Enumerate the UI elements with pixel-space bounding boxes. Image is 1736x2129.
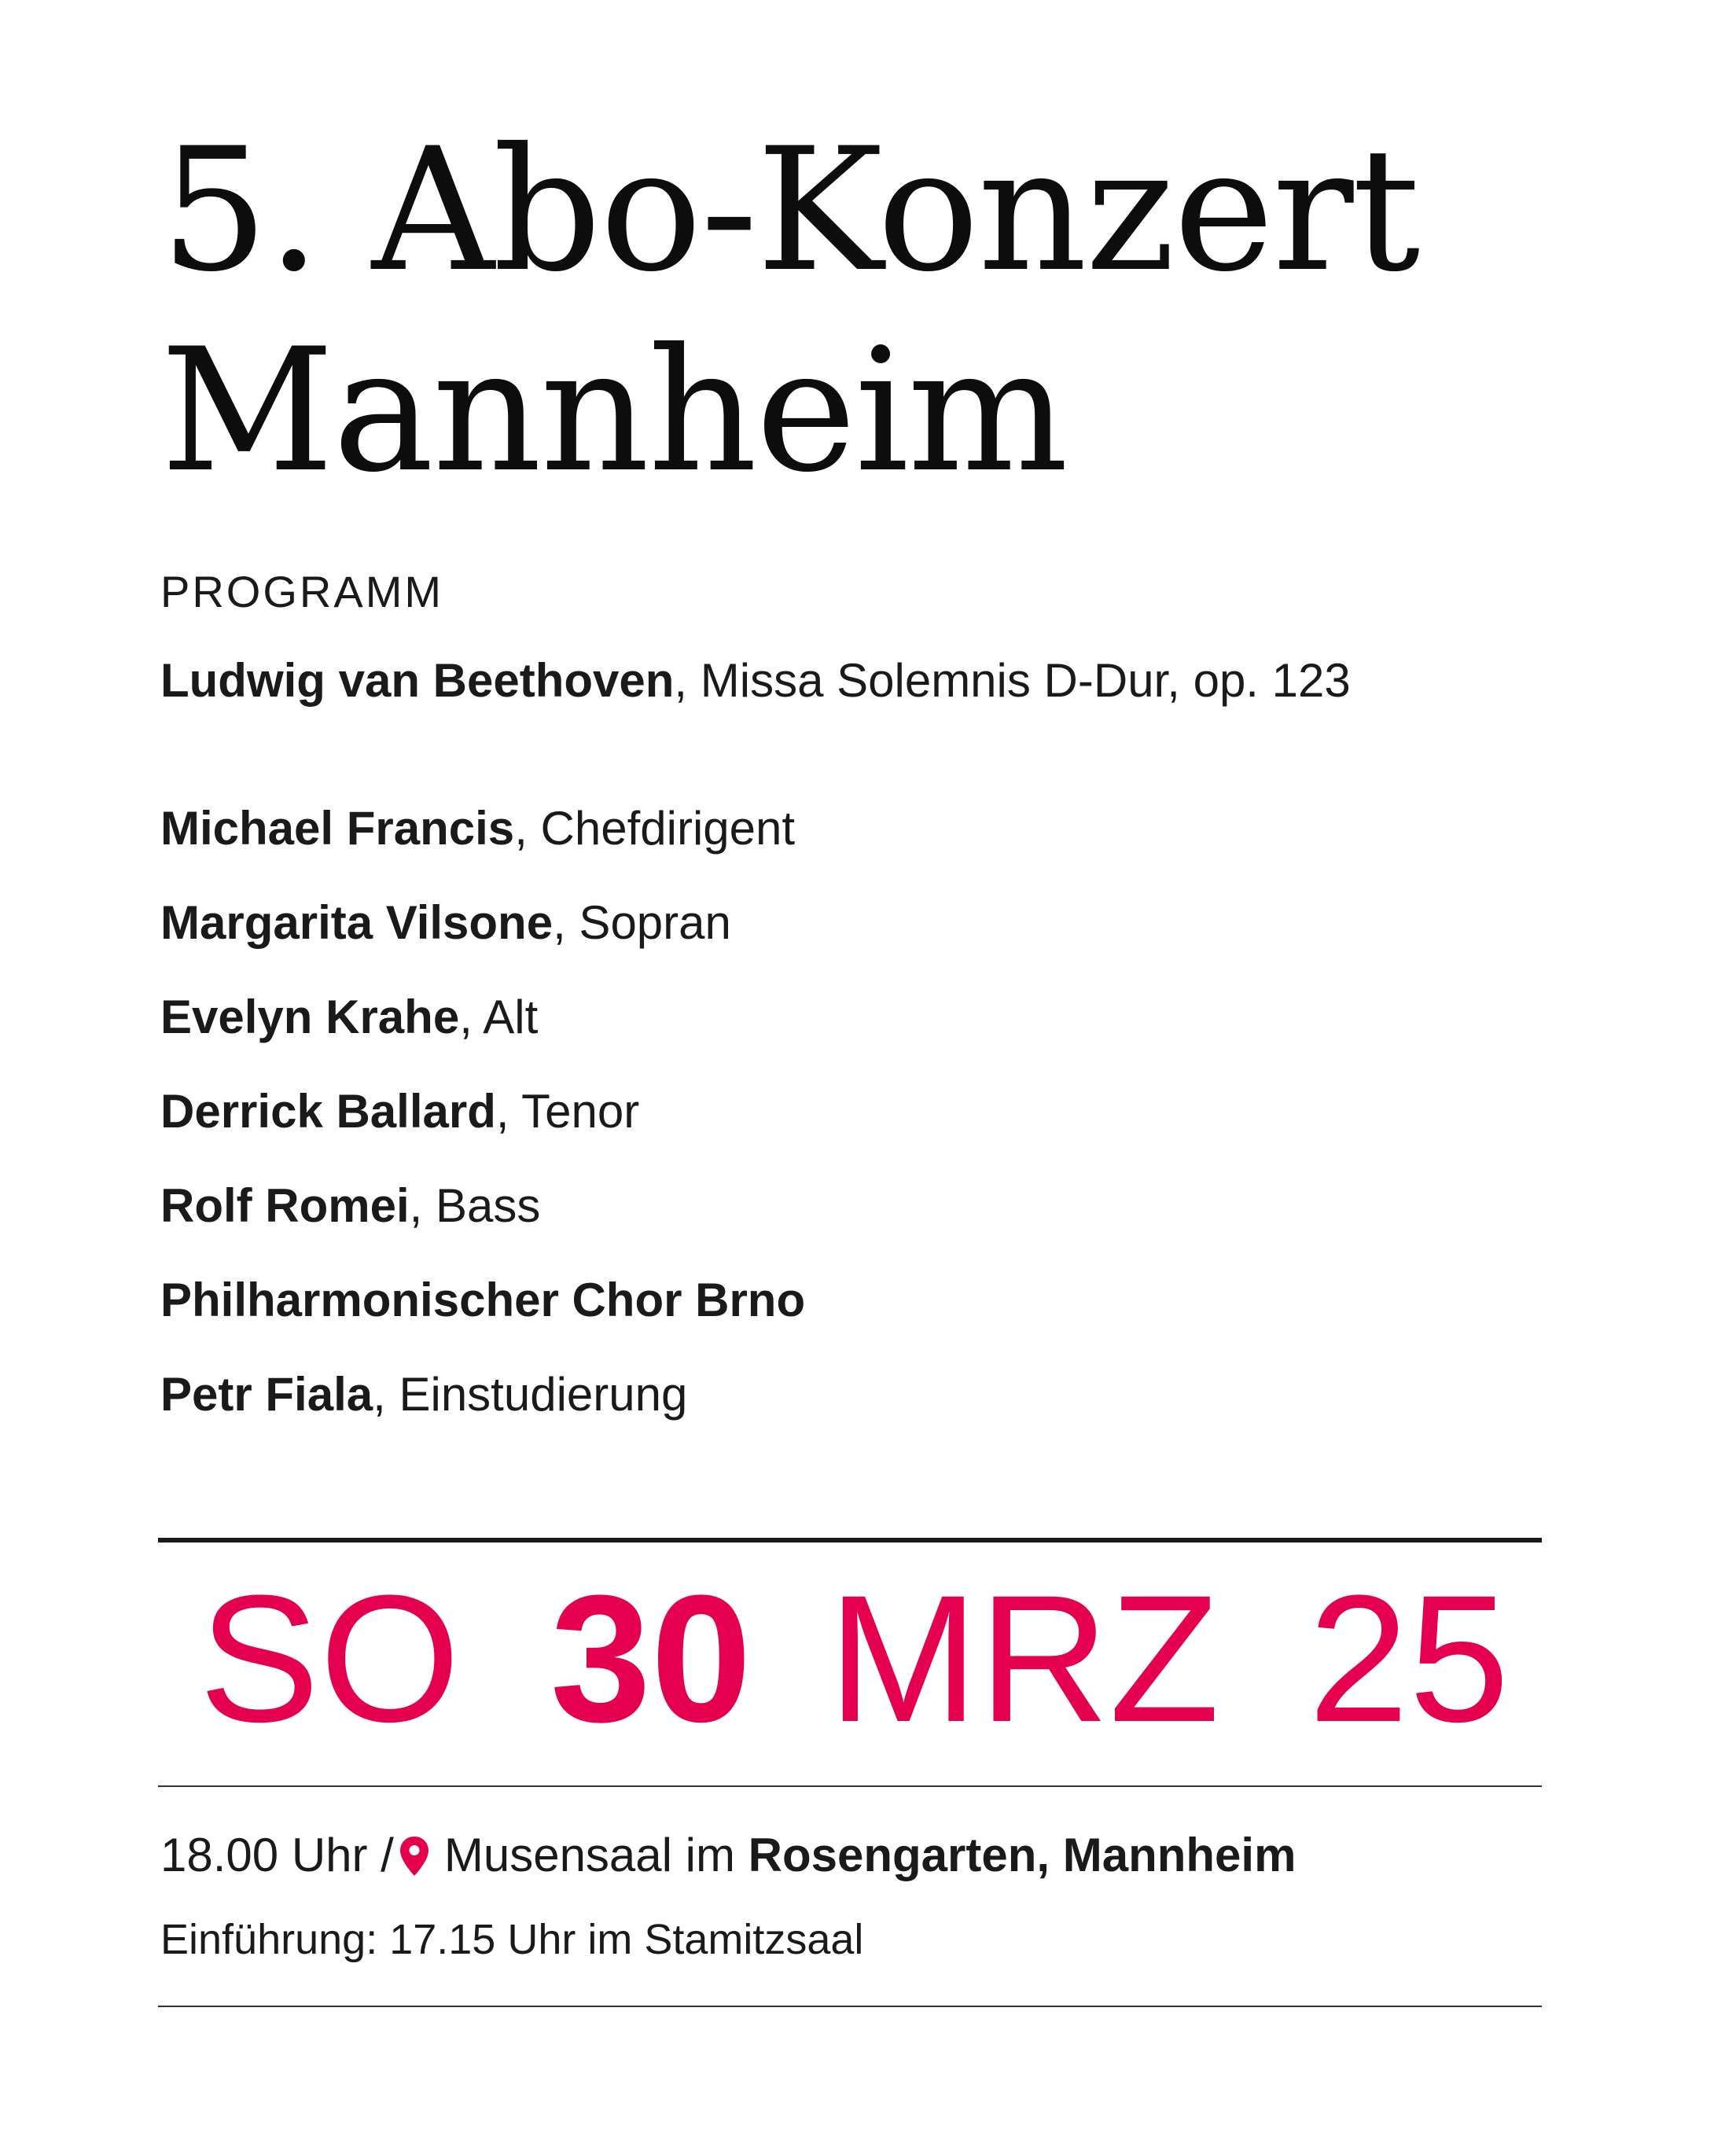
venue-line (160, 1824, 1296, 1893)
performer-name: Philharmonischer Chor Brno (160, 1274, 806, 1326)
page-title (160, 110, 1576, 511)
performer-item (160, 1175, 540, 1237)
performer-role: , Einstudierung (373, 1368, 688, 1421)
title-line-2: Mannheim (160, 312, 1068, 509)
composer-name: Ludwig van Beethoven (160, 654, 675, 707)
date-year: 25 (1308, 1557, 1510, 1759)
performer-item (160, 892, 731, 954)
performer-name: Petr Fiala (160, 1368, 373, 1421)
performer-role: , Tenor (495, 1085, 640, 1138)
divider-top (158, 1538, 1542, 1543)
work-title: , Missa Solemnis D-Dur, op. 123 (674, 654, 1351, 707)
program-label: PROGRAMM (160, 567, 443, 616)
performer-role: , Chefdirigent (514, 802, 796, 855)
performer-role: , Bass (409, 1179, 541, 1232)
divider-middle (158, 1785, 1542, 1787)
performer-role: , Alt (459, 991, 539, 1043)
location-pin-icon (399, 1830, 430, 1893)
performer-item (160, 797, 795, 860)
performer-name: Margarita Vilsone (160, 896, 554, 949)
performer-item (160, 1080, 639, 1143)
performer-item (160, 1363, 687, 1426)
performer-item (160, 1269, 805, 1332)
performer-role: , Sopran (553, 896, 731, 949)
date-weekday: SO (199, 1557, 461, 1759)
venue-place: Rosengarten, Mannheim (748, 1829, 1296, 1881)
performer-item (160, 986, 538, 1049)
performer-name: Evelyn Krahe (160, 991, 460, 1043)
event-time: 18.00 Uhr / (160, 1829, 394, 1881)
date-month: MRZ (828, 1557, 1220, 1759)
title-line-1: 5. Abo-Konzert (160, 112, 1419, 309)
performer-name: Michael Francis (160, 802, 515, 855)
introduction-note: Einführung: 17.15 Uhr im Stamitzsaal (160, 1916, 864, 1963)
program-work (160, 649, 1351, 712)
performer-name: Derrick Ballard (160, 1085, 496, 1138)
event-date (158, 1557, 1542, 1759)
performer-name: Rolf Romei (160, 1179, 410, 1232)
venue-hall: Musensaal im (443, 1829, 748, 1881)
divider-bottom (158, 2006, 1542, 2007)
date-day: 30 (550, 1557, 752, 1759)
